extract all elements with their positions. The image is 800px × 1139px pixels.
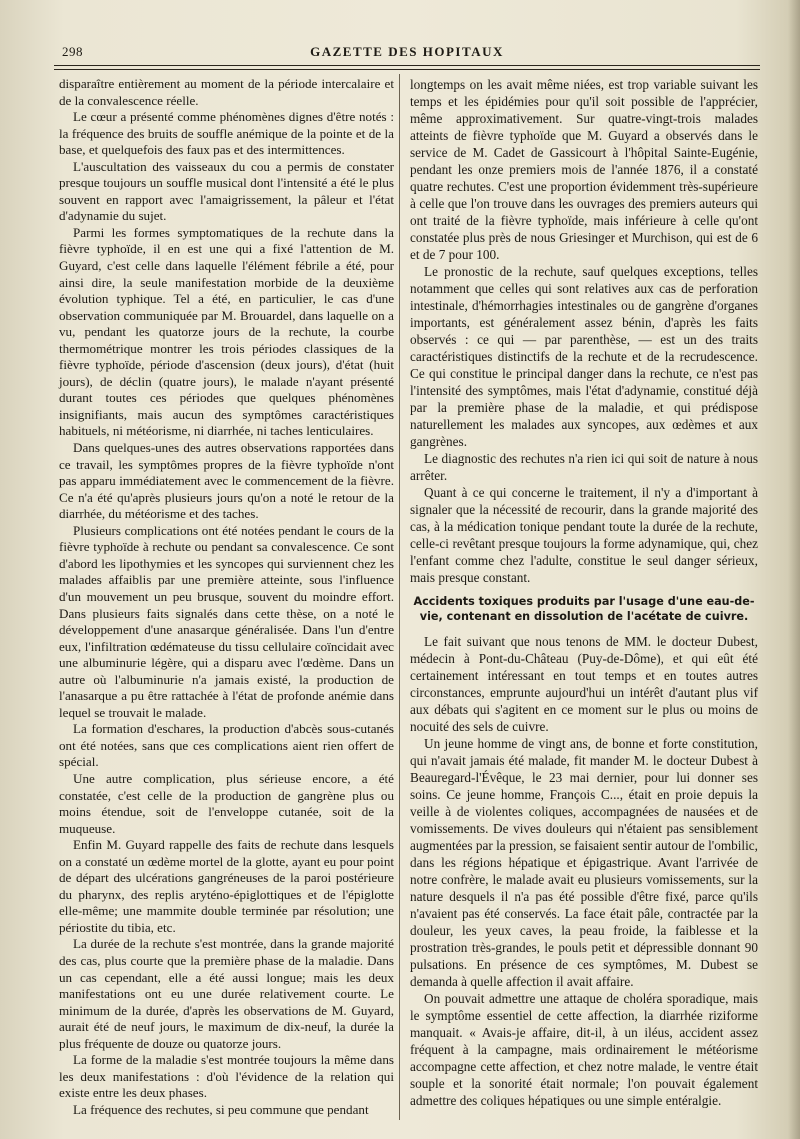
header-rule-top (54, 65, 760, 66)
paragraph: La durée de la rechute s'est montrée, dans la grande majorité des cas, plus courte que la première phase de la maladie. Dans un cas cependant, elle a été aussi longue; mais les deux manifestations ont eu une durée relativement courte. Le minimum de la durée, d'après les observations de M. Guyard, aurait été de neuf jours, le maximum de dix-neuf, la durée la plus fréquente de douze ou quatorze jours. (59, 936, 394, 1051)
journal-title: GAZETTE DES HOPITAUX (310, 44, 504, 59)
left-column (59, 76, 394, 1118)
paragraph: Parmi les formes symptomatiques de la rechute dans la fièvre typhoïde, il en est une qui a fixé l'attention de M. Guyard, c'est celle dans laquelle l'élément fébrile a été, pour ainsi dire, la seule manifestation morbide de la deuxième évolution typhique. Tel a été, en particulier, le cas d'une observation communiquée par M. Brouardel, dans laquelle on a vu, pendant les quatorze jours de la rechute, la courbe thermométrique montrer les trois périodes classiques de la fièvre typhoïde, période d'ascension (deux jours), d'état (huit jours), de déclin (quatre jours), le malade n'ayant présenté durant toutes ces périodes que quelques phénomènes insignifiants, mais aucun des symptômes caractéristiques habituels, ni météorisme, ni diarrhée, ni taches lenticulaires. (59, 224, 394, 439)
paragraph: Un jeune homme de vingt ans, de bonne et forte constitution, qui n'avait jamais été malade, fit mander M. le docteur Dubest à Beauregard-l'Évêque, le 23 mai dernier, pour lui donner ses soins. Ce jeune homme, François C..., était en proie depuis la veille à de violentes coliques, accompagnées de nausées et de vomissements. De vives douleurs qui n'étaient pas sensiblement augmentées par la pression, se faisaient sentir autour de l'ombilic, dans les régions hépatique et épigastrique. Avant l'arrivée de notre confrère, le malade avait eu plusieurs vomissements, sur la nature desquels il n'a pas été possible d'être fixé, parce qu'ils n'avaient pas été conservés. La face était pâle, contractée par la douleur, les yeux caves, la peau froide, la faiblesse et la prostration très-grandes, le pouls petit et dépressible donnant 90 pulsations. En présence de ces symptômes, M. Dubest se demanda à quelle affection il avait affaire. (410, 736, 758, 989)
paragraph: Le pronostic de la rechute, sauf quelques exceptions, telles notamment que celles qui sont relatives aux cas de perforation intestinale, d'hémorrhagies intestinales ou de gangrène d'organes importants, est généralement assez bénin, d'après les faits observés : ce qui — par parenthèse, — est un des traits caractéristiques distinctifs de la rechute et de la recrudescence. Ce qui constitue le principal danger dans la rechute, ce n'est pas l'intensité des symptômes, mais l'état d'adynamie, constitué déjà par la première phase de la maladie, et qui prédispose naturellement les malades aux syncopes, aux œdèmes et aux gangrènes. (410, 264, 758, 449)
paragraph: Enfin M. Guyard rappelle des faits de rechute dans lesquels on a constaté un œdème mortel de la glotte, ayant eu pour point de départ des ulcérations gangréneuses de la paroi postérieure du pharynx, des replis aryténo-épiglottiques et de l'épiglotte elle-même; une mammite double terminée par résolution; une périostite du tibia, etc. (59, 837, 394, 935)
paragraph: Dans quelques-unes des autres observations rapportées dans ce travail, les symptômes propres de la fièvre typhoïde n'ont pas apparu immédiatement avec le commencement de la fièvre. Ce n'a été qu'après plusieurs jours qu'on a noté le retour de la diarrhée, du météorisme et des taches. (59, 440, 394, 522)
paragraph: Quant à ce qui concerne le traitement, il n'y a d'important à signaler que la nécessité de recourir, dans la grande majorité des cas, à la médication tonique pendant toute la durée de la rechute, celle-ci revêtant presque toujours la forme adynamique, qui, chez l'enfant comme chez l'adulte, constitue le seul danger sérieux, mais presque constant. (410, 485, 758, 585)
paragraph: Le fait suivant que nous tenons de MM. le docteur Dubest, médecin à Pont-du-Château (Puy-de-Dôme), et qui eût été certainement intéressant en tout temps et en toutes autres circonstances, emprunte aujourd'hui un intérêt d'autant plus vif aux débats qui s'agitent en ce moment sur le plus ou moins de nocuité des sels de cuivre. (410, 634, 758, 734)
paragraph: Une autre complication, plus sérieuse encore, a été constatée, c'est celle de la production de gangrène plus ou moins étendue, soit de l'enveloppe cutanée, soit de la muqueuse. (59, 770, 394, 836)
right-column-part-before-heading (410, 76, 758, 586)
right-column (410, 76, 758, 1109)
article-heading: Accidents toxiques produits par l'usage d'une eau-de-vie, contenant en dissolution de l'acétate de cuivre. (413, 595, 755, 623)
paragraph: L'auscultation des vaisseaux du cou a permis de constater presque toujours un souffle musical dont l'intensité a été le plus souvent en rapport avec l'amaigrissement, la pâleur et l'état d'adynamie du sujet. (59, 158, 394, 224)
page-header (54, 38, 760, 62)
header-rule-bottom (54, 69, 760, 70)
paragraph: Le diagnostic des rechutes n'a rien ici qui soit de nature à nous arrêter. (410, 451, 758, 483)
paragraph: disparaître entièrement au moment de la période intercalaire et de la convalescence réelle. (59, 76, 394, 108)
paragraph: Le cœur a présenté comme phénomènes dignes d'être notés : la fréquence des bruits de souffle anémique de la pointe et de la base, et quelquefois des faux pas et des intermittences. (59, 109, 394, 158)
paragraph: La formation d'eschares, la production d'abcès sous-cutanés ont été notées, sans que ces complications aient rien offert de spécial. (59, 721, 394, 770)
paragraph: La fréquence des rechutes, si peu commune que pendant (73, 1101, 369, 1117)
paragraph: La forme de la maladie s'est montrée toujours la même dans les deux manifestations : d'où l'évidence de la relation qui existe entre les deux phases. (59, 1052, 394, 1101)
page-number: 298 (62, 44, 83, 59)
column-divider (399, 74, 400, 1120)
paragraph: On pouvait admettre une attaque de choléra sporadique, mais le symptôme essentiel de cette affection, la diarrhée riziforme manquait. « Avais-je affaire, dit-il, à un iléus, accident assez fréquent à la campagne, mais ordinairement le météorisme accompagne cette affection, et chez notre malade, le ventre était souple et la sonorité était normale; l'on pouvait également admettre des coliques hépatiques ou une simple entéralgie. (410, 991, 758, 1108)
right-column-part-after-heading (410, 633, 758, 1109)
paragraph: longtemps on les avait même niées, est trop variable suivant les temps et les épidémies pour qu'il soit possible de l'apprécier, même approximativement. Sur quatre-vingt-trois malades atteints de fièvre typhoïde que M. Guyard a observés dans le service de M. Cadet de Gassicourt à l'hôpital Sainte-Eugénie, pendant les onze premiers mois de l'année 1876, il a constaté quatre rechutes. C'est une proportion évidemment très-supérieure à celle que l'on trouve dans les ouvrages des premiers auteurs qui ont traité de la fièvre typhoïde, mais inférieure à celle qu'ont constatée plus près de nous Griesinger et Murchison, qui est de 6 et de 7 pour 100. (410, 77, 758, 262)
paragraph: Plusieurs complications ont été notées pendant le cours de la fièvre typhoïde à rechute ou pendant sa convalescence. Ce sont d'abord les lipothymies et les syncopes qui surviennent chez les malades affaiblis par une première atteinte, sous l'influence d'un mouvement un peu brusque, souvent du moindre effort. Dans plusieurs faits signalés dans cette thèse, on a noté le développement d'une anasarque généralisée. Dans l'un d'entre eux, l'infiltration œdémateuse du tissu cellulaire coïncidait avec une albuminurie légère, qui a disparu avec l'œdème. Dans un autre où l'albuminurie n'a jamais existé, la production de l'anasarque a pu être rattachée à l'état de profonde anémie dans lequel se trouvait le malade. (59, 522, 394, 720)
